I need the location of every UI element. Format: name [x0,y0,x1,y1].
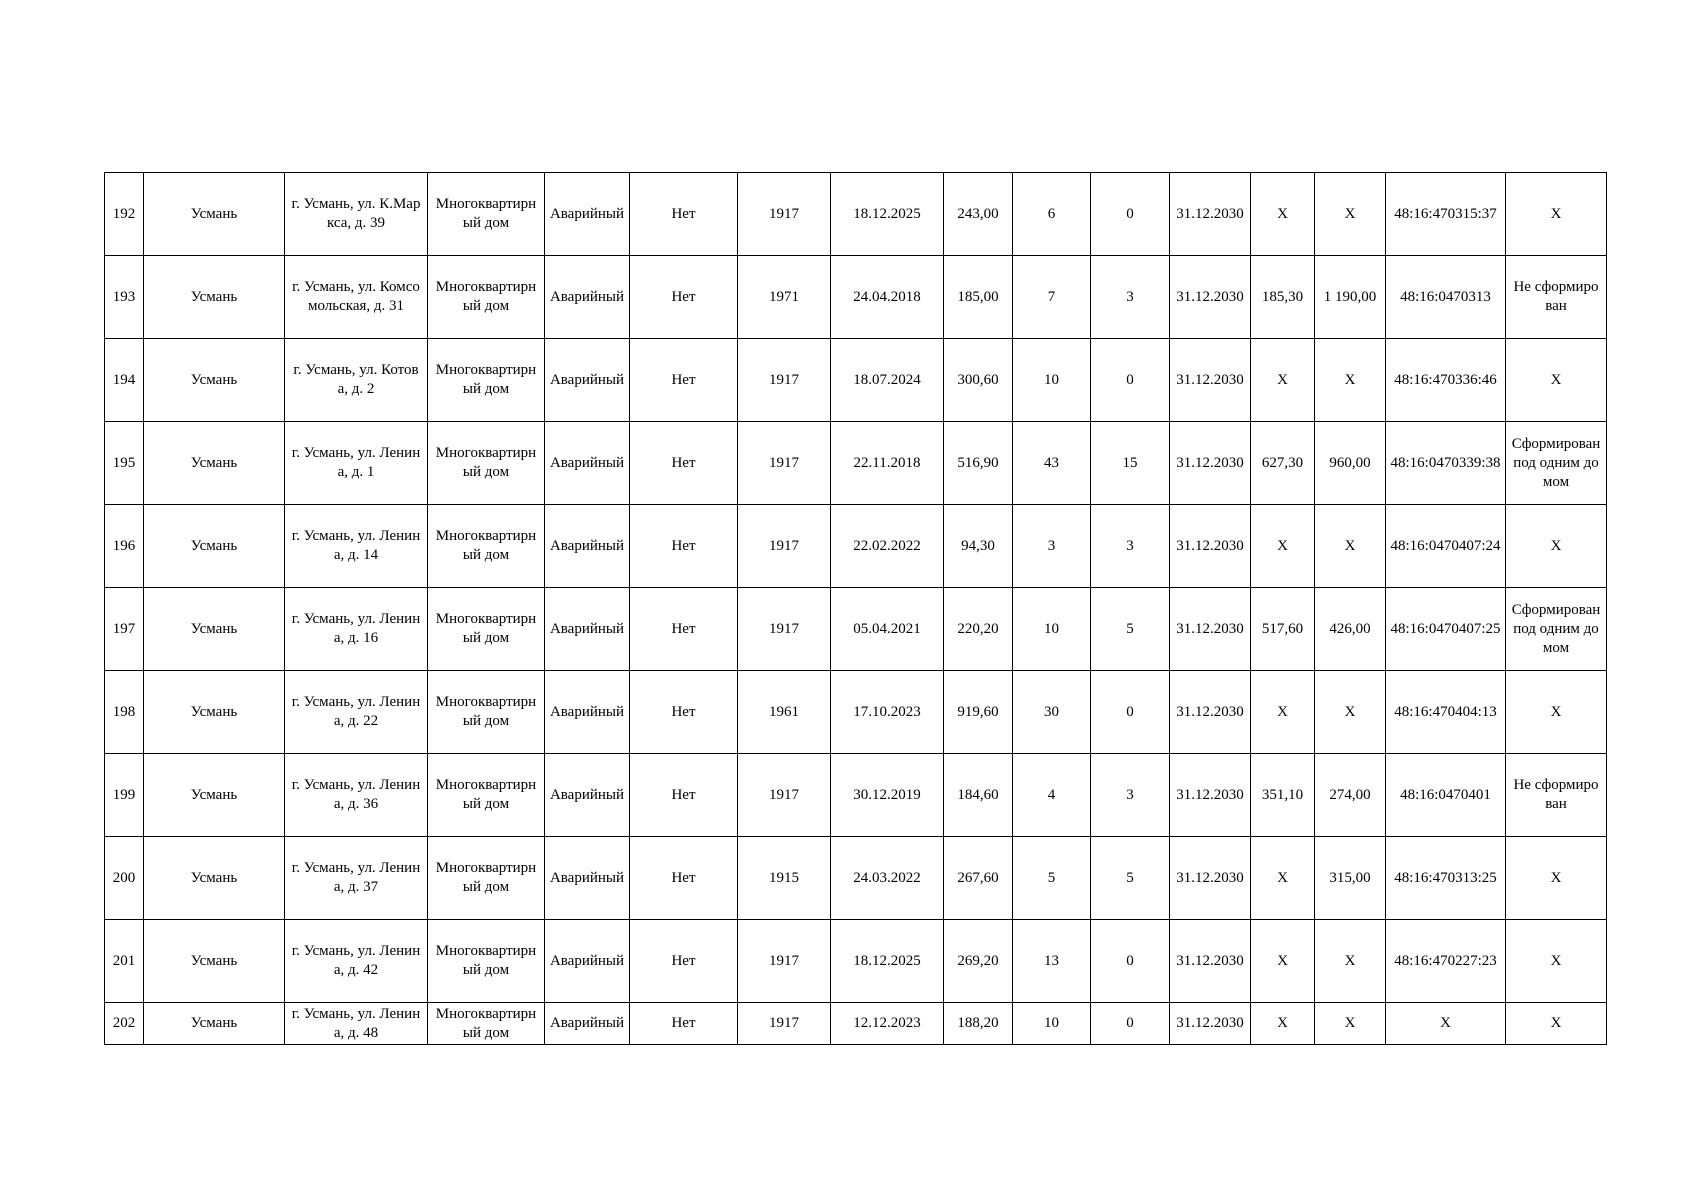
count-cell: 0 [1091,671,1170,754]
count-cell: 0 [1091,920,1170,1003]
city-cell: Усмань [144,422,285,505]
city-cell: Усмань [144,256,285,339]
row-number-cell: 194 [105,339,144,422]
address-cell: г. Усмань, ул. Ленина, д. 16 [285,588,428,671]
city-cell: Усмань [144,505,285,588]
value1-cell: X [1251,505,1315,588]
land-plot-cell: X [1506,837,1607,920]
count-cell: 0 [1091,339,1170,422]
cadastral-number-cell: 48:16:470336:46 [1386,339,1506,422]
land-plot-cell: Не сформирован [1506,256,1607,339]
address-cell: г. Усмань, ул. Ленина, д. 36 [285,754,428,837]
residents-cell: 6 [1013,173,1091,256]
table-row [105,256,1607,339]
status-cell: Аварийный [545,422,630,505]
date-cell: 18.07.2024 [831,339,944,422]
status-cell: Аварийный [545,754,630,837]
cadastral-number-cell: 48:16:470404:13 [1386,671,1506,754]
cadastral-number-cell: 48:16:0470401 [1386,754,1506,837]
land-plot-cell: X [1506,671,1607,754]
year-cell: 1917 [738,920,831,1003]
value1-cell: X [1251,1003,1315,1045]
count-cell: 3 [1091,256,1170,339]
area-cell: 516,90 [944,422,1013,505]
deadline-cell: 31.12.2030 [1170,754,1251,837]
address-cell: г. Усмань, ул. Ленина, д. 37 [285,837,428,920]
flag-cell: Нет [630,256,738,339]
building-type-cell: Многоквартирный дом [428,173,545,256]
value2-cell: 1 190,00 [1315,256,1386,339]
row-number-cell: 196 [105,505,144,588]
status-cell: Аварийный [545,1003,630,1045]
area-cell: 188,20 [944,1003,1013,1045]
table-row [105,837,1607,920]
value1-cell: X [1251,837,1315,920]
table-row [105,339,1607,422]
table-body [105,173,1607,1045]
residents-cell: 5 [1013,837,1091,920]
city-cell: Усмань [144,1003,285,1045]
value1-cell: X [1251,339,1315,422]
date-cell: 22.11.2018 [831,422,944,505]
count-cell: 3 [1091,754,1170,837]
deadline-cell: 31.12.2030 [1170,173,1251,256]
date-cell: 18.12.2025 [831,920,944,1003]
residents-cell: 13 [1013,920,1091,1003]
flag-cell: Нет [630,671,738,754]
building-type-cell: Многоквартирный дом [428,837,545,920]
year-cell: 1917 [738,339,831,422]
status-cell: Аварийный [545,339,630,422]
row-number-cell: 197 [105,588,144,671]
row-number-cell: 198 [105,671,144,754]
land-plot-cell: X [1506,920,1607,1003]
residents-cell: 10 [1013,1003,1091,1045]
value2-cell: X [1315,505,1386,588]
date-cell: 18.12.2025 [831,173,944,256]
deadline-cell: 31.12.2030 [1170,588,1251,671]
value1-cell: X [1251,173,1315,256]
row-number-cell: 193 [105,256,144,339]
row-number-cell: 200 [105,837,144,920]
deadline-cell: 31.12.2030 [1170,422,1251,505]
deadline-cell: 31.12.2030 [1170,339,1251,422]
date-cell: 12.12.2023 [831,1003,944,1045]
residents-cell: 4 [1013,754,1091,837]
building-type-cell: Многоквартирный дом [428,588,545,671]
value1-cell: 185,30 [1251,256,1315,339]
flag-cell: Нет [630,920,738,1003]
city-cell: Усмань [144,588,285,671]
table-row [105,505,1607,588]
status-cell: Аварийный [545,256,630,339]
address-cell: г. Усмань, ул. Ленина, д. 42 [285,920,428,1003]
value2-cell: 315,00 [1315,837,1386,920]
year-cell: 1915 [738,837,831,920]
row-number-cell: 192 [105,173,144,256]
area-cell: 267,60 [944,837,1013,920]
flag-cell: Нет [630,422,738,505]
date-cell: 24.03.2022 [831,837,944,920]
building-type-cell: Многоквартирный дом [428,422,545,505]
value2-cell: 960,00 [1315,422,1386,505]
year-cell: 1961 [738,671,831,754]
row-number-cell: 195 [105,422,144,505]
table-row [105,588,1607,671]
address-cell: г. Усмань, ул. Комсомольская, д. 31 [285,256,428,339]
cadastral-number-cell: 48:16:470313:25 [1386,837,1506,920]
date-cell: 05.04.2021 [831,588,944,671]
year-cell: 1917 [738,588,831,671]
table-row [105,920,1607,1003]
row-number-cell: 202 [105,1003,144,1045]
cadastral-number-cell: 48:16:0470339:38 [1386,422,1506,505]
count-cell: 3 [1091,505,1170,588]
area-cell: 919,60 [944,671,1013,754]
residents-cell: 7 [1013,256,1091,339]
count-cell: 5 [1091,588,1170,671]
date-cell: 22.02.2022 [831,505,944,588]
residents-cell: 10 [1013,588,1091,671]
cadastral-number-cell: 48:16:0470313 [1386,256,1506,339]
city-cell: Усмань [144,837,285,920]
building-type-cell: Многоквартирный дом [428,505,545,588]
cadastral-number-cell: 48:16:470315:37 [1386,173,1506,256]
value1-cell: 351,10 [1251,754,1315,837]
land-plot-cell: X [1506,1003,1607,1045]
table-row [105,671,1607,754]
cadastral-number-cell: X [1386,1003,1506,1045]
land-plot-cell: X [1506,505,1607,588]
city-cell: Усмань [144,339,285,422]
flag-cell: Нет [630,754,738,837]
status-cell: Аварийный [545,588,630,671]
status-cell: Аварийный [545,173,630,256]
year-cell: 1917 [738,754,831,837]
building-type-cell: Многоквартирный дом [428,671,545,754]
year-cell: 1917 [738,505,831,588]
area-cell: 184,60 [944,754,1013,837]
address-cell: г. Усмань, ул. Ленина, д. 14 [285,505,428,588]
residents-cell: 30 [1013,671,1091,754]
table-row [105,173,1607,256]
flag-cell: Нет [630,173,738,256]
residents-cell: 3 [1013,505,1091,588]
address-cell: г. Усмань, ул. Ленина, д. 1 [285,422,428,505]
address-cell: г. Усмань, ул. Ленина, д. 22 [285,671,428,754]
flag-cell: Нет [630,1003,738,1045]
area-cell: 243,00 [944,173,1013,256]
area-cell: 269,20 [944,920,1013,1003]
table-row [105,1003,1607,1045]
city-cell: Усмань [144,920,285,1003]
value2-cell: X [1315,920,1386,1003]
value1-cell: X [1251,671,1315,754]
date-cell: 30.12.2019 [831,754,944,837]
deadline-cell: 31.12.2030 [1170,256,1251,339]
value2-cell: X [1315,173,1386,256]
table-row [105,754,1607,837]
value2-cell: X [1315,339,1386,422]
cadastral-number-cell: 48:16:0470407:25 [1386,588,1506,671]
residents-cell: 10 [1013,339,1091,422]
land-plot-cell: X [1506,339,1607,422]
building-type-cell: Многоквартирный дом [428,256,545,339]
address-cell: г. Усмань, ул. К.Маркса, д. 39 [285,173,428,256]
flag-cell: Нет [630,588,738,671]
emergency-housing-table [104,172,1607,1045]
deadline-cell: 31.12.2030 [1170,1003,1251,1045]
address-cell: г. Усмань, ул. Котова, д. 2 [285,339,428,422]
area-cell: 220,20 [944,588,1013,671]
value1-cell: X [1251,920,1315,1003]
table-row [105,422,1607,505]
city-cell: Усмань [144,671,285,754]
status-cell: Аварийный [545,837,630,920]
value2-cell: 426,00 [1315,588,1386,671]
city-cell: Усмань [144,754,285,837]
flag-cell: Нет [630,837,738,920]
count-cell: 5 [1091,837,1170,920]
land-plot-cell: Сформирован под одним домом [1506,588,1607,671]
status-cell: Аварийный [545,671,630,754]
area-cell: 300,60 [944,339,1013,422]
area-cell: 94,30 [944,505,1013,588]
building-type-cell: Многоквартирный дом [428,920,545,1003]
value2-cell: X [1315,1003,1386,1045]
status-cell: Аварийный [545,920,630,1003]
value1-cell: 517,60 [1251,588,1315,671]
deadline-cell: 31.12.2030 [1170,837,1251,920]
row-number-cell: 201 [105,920,144,1003]
cadastral-number-cell: 48:16:0470407:24 [1386,505,1506,588]
area-cell: 185,00 [944,256,1013,339]
year-cell: 1917 [738,422,831,505]
value2-cell: 274,00 [1315,754,1386,837]
address-cell: г. Усмань, ул. Ленина, д. 48 [285,1003,428,1045]
year-cell: 1917 [738,1003,831,1045]
status-cell: Аварийный [545,505,630,588]
flag-cell: Нет [630,505,738,588]
date-cell: 24.04.2018 [831,256,944,339]
year-cell: 1971 [738,256,831,339]
deadline-cell: 31.12.2030 [1170,505,1251,588]
building-type-cell: Многоквартирный дом [428,754,545,837]
date-cell: 17.10.2023 [831,671,944,754]
cadastral-number-cell: 48:16:470227:23 [1386,920,1506,1003]
count-cell: 0 [1091,173,1170,256]
building-type-cell: Многоквартирный дом [428,339,545,422]
land-plot-cell: Не сформирован [1506,754,1607,837]
city-cell: Усмань [144,173,285,256]
count-cell: 0 [1091,1003,1170,1045]
count-cell: 15 [1091,422,1170,505]
building-type-cell: Многоквартирный дом [428,1003,545,1045]
row-number-cell: 199 [105,754,144,837]
deadline-cell: 31.12.2030 [1170,671,1251,754]
value1-cell: 627,30 [1251,422,1315,505]
residents-cell: 43 [1013,422,1091,505]
land-plot-cell: Сформирован под одним домом [1506,422,1607,505]
flag-cell: Нет [630,339,738,422]
deadline-cell: 31.12.2030 [1170,920,1251,1003]
value2-cell: X [1315,671,1386,754]
land-plot-cell: X [1506,173,1607,256]
year-cell: 1917 [738,173,831,256]
